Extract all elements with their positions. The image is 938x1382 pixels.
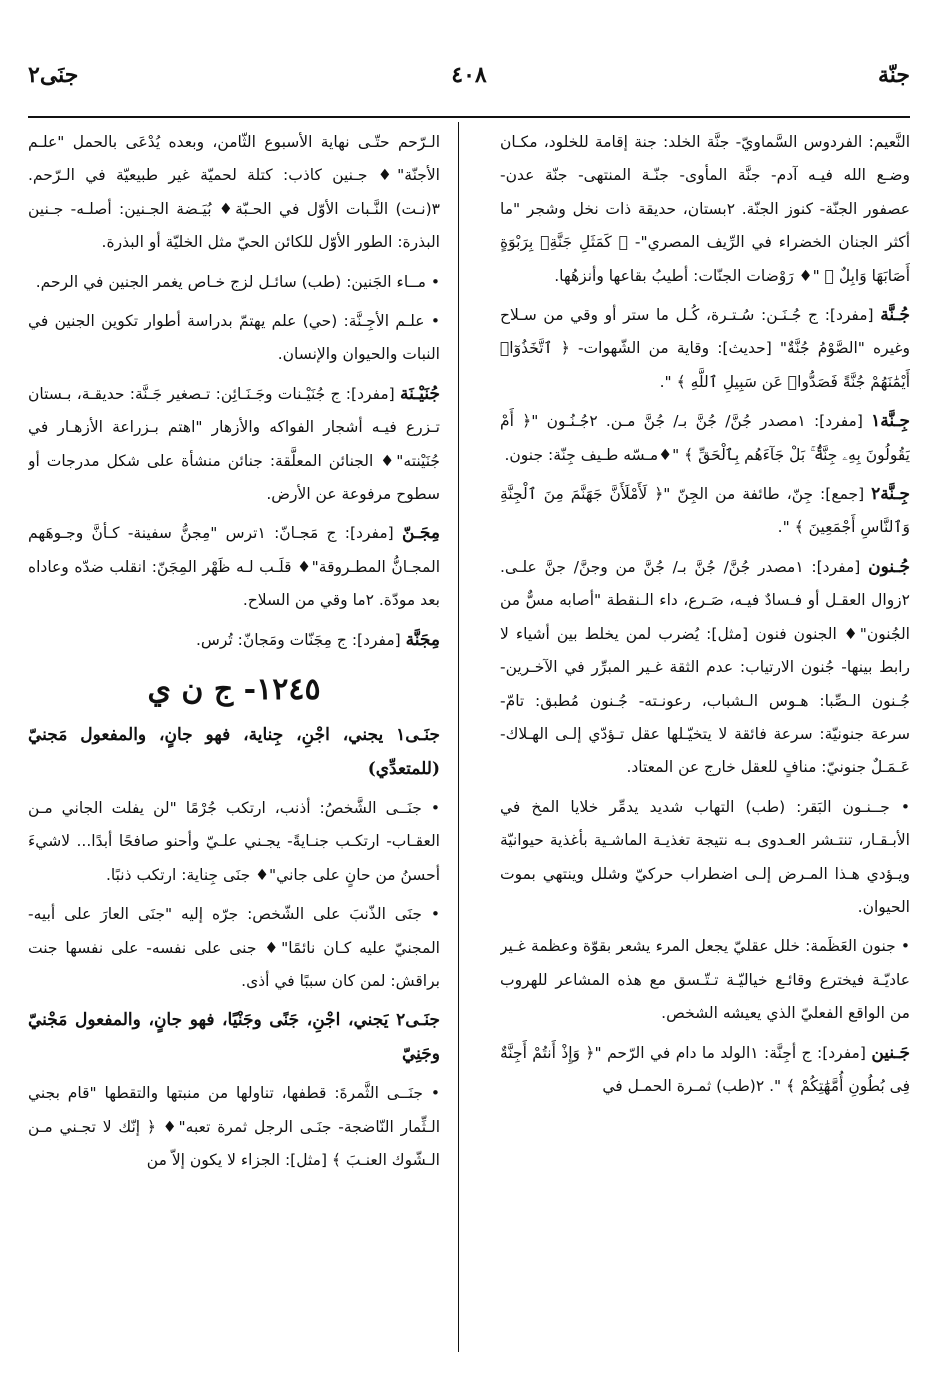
definition: [مفرد]: ج جُنَيْـنات وجَـنَـائِن: تـصغير جَـنَّة: حديقـة، بـستان تـزرع فيـه أشجار الفواكه والأزهار "اهتم بـزراعة الأزهـار في جُنَيْنته"♦ الجنائن المعلَّقة: جنائن منشأة على شكل مدرجات أو سطوح مرفوعة عن الأرض. <box>28 384 440 504</box>
subentry-jana-sin: • جنَى الذّنبَ على الشّخص: جرّه إليه "جنَى العارَ على أبيه- المجنيّ عليه كـان نائمًا"♦ جنى على نفسه- على نفسها جنت براقش: لمن كان سببًا في أذى. <box>28 905 440 990</box>
root-section-heading: ١٢٤٥- ج ن ي <box>147 672 321 708</box>
subentry-mad-cow: • جــنـون البَقر: (طب) التهاب شديد يدمِّر خلايا المخ في الأبـقـار، تنتـشر العـدوى بـه نتيجة تغذيـة الماشـية بأغذية حيوانيّة ويـؤدي هـذا المـرض إلـى اضطراب حركيّ وشلل وينتهي بموت الحيوان. <box>500 797 910 916</box>
running-head-right: جنّة <box>877 62 910 88</box>
entry-janin-continued: الـرّحم حتّـى نهاية الأسبوع الثّامن، وبعده يُدْعَى بالحمل "علـم الأجنّة"♦ جـنين كاذب: كتلة لحميّة غير طبيعيّة في الـرّحم. ٣(نـت) النَّـبات الأوّل في الحـبّة♦ بُيَـضة الجـنين: أصلـه- جـنين البذرة: الطور الأوّل للكائن الحيّ مثل الخليّة أو البذرة. <box>28 133 440 252</box>
entry-mijanna <box>28 624 440 657</box>
entry-mijann <box>28 517 440 617</box>
headword: جِـنَّة٢ <box>871 484 910 505</box>
headword: جَـنين <box>871 1042 910 1063</box>
entry-jinna-2 <box>500 478 910 545</box>
page-header <box>28 62 910 102</box>
entry-junayna <box>28 378 440 512</box>
entry-janin <box>500 1037 910 1104</box>
entry-jinna-1 <box>500 405 910 472</box>
definition: [مفرد]: ج أجِنَّة: ١الولد ما دام في الرّحم "﴿ وَإِذْ أَنتُمْ أَجِنَّةٌ فِى بُطُونِ أُمَّهَٰتِكُمْ ﴾ ". ٢(طب) ثمـرة الحمـل في <box>500 1043 910 1095</box>
entry-junun <box>500 551 910 785</box>
definition: [مفرد]: ١مصدر جُنَّ/ جُنَّ بـ/ جُنَّ من وجنَّ/ جنَّ علـى. ٢زوال العقـل أو فـسادٌ فيـه، صَـرع، داء الـنقطة "أصابه مسٌّ من الجُنون"♦ الجنون فنون [مثل]: يُضرب لمن يخلط بين أشياء لا رابط بينها- جُنون الارتياب: عدم الثقة غـير المبرِّر في الآخـرين- جُـنون الـصِّبا: هـوس الـشباب، رعونـته- جُـنون مُطبق: تامّ- سرعة جنونيّة: سرعة فائقة لا يتخيّـلها عقل تـؤدّي إلـى الهـلاك- عَـمَـلٌ جنونيّ: منافٍ للعقل خارج عن المعتاد. <box>500 557 910 777</box>
entry-janna-paradise: النَّعيم: الفردوس السَّماويّ- جنَّة الخلد: جنة إقامة للخلود، مكـان وضـع الله فيـه آدم- جنَّة المأوى- جنّـة المنتهى- جنّة عدن- عصفور الجنّة- كنوز الجنّة. ٢بستان، حديقة ذات نخل وشجر "ما أكثر الجنان الخضراء في الرِّيف المصري"- ﴿ كَمَثَلِ جَنَّةِۭ بِرَبْوَةٍ أَصَابَهَا وَابِلٌ ﴾ "♦ رَوْضات الجنّات: أطيبُ بقاعها وأنزهُها. <box>500 133 910 285</box>
definition: [مفرد]: ١مصدر جُنَّ/ جُنَّ بـ/ جُنَّ مـن. ٢جُـنُـون "﴿ أَمْ يَقُولُونَ بِهِۦ جِنَّةٌۢ ۚ بَلْ جَآءَهُم بِٱلْحَقِّ ﴾ "♦مـسّه طـيف جِنّة: جنون. <box>500 412 910 464</box>
headword: جُـنون <box>868 556 910 577</box>
subentry-jana-person: • جنَــى الشَّخصُ: أذنب، ارتكب جُرْمًا "لن يفلت الجاني مـن العقـاب- ارتكـب جنـايةً- يجـني علـيّ وأحنو صافحًا أبدًا... لاشيءَ أحسنُ من حانٍ على جاني"♦ جنَى جِناية: ارتكب ذنبًا. <box>28 798 440 884</box>
column-divider <box>458 122 459 1352</box>
verb-heading-2: جنَـى٢ يَجني، اجْنِ، جَنًى وجَنْيًا، فهو جانٍ، والمفعول مَجْنيّ وجَنِيّ <box>28 1010 440 1064</box>
headword: جُـنَّة <box>880 305 910 326</box>
verb-heading-1: جنَـى١ يجني، اجْنِ، جِناية، فهو جانٍ، والمفعول مَجنيّ (للمتعدِّي) <box>28 725 440 779</box>
subentry-amniotic-fluid: • مــاء الجَنين: (طب) سائـل لزج خـاص يغمر الجنين في الرحم. <box>35 272 440 291</box>
header-rule <box>28 116 910 118</box>
headword: مِجَنَّة <box>405 629 440 650</box>
page-number: ٤٠٨ <box>451 62 487 88</box>
subentry-jana-fruit: • جنَــى الثَّمرةَ: قطفها، تناولها من منبتها والتقطها "قام بجني الـثِّمار النّاضجة- جنَـى الرجل ثمرة تعبه"♦ ﴿ إنّك لا تجـني مـن الـشّوك العنـبَ ﴾ [مثل]: الجزاء لا يكون إلاّ من <box>28 1084 440 1169</box>
left-column <box>28 126 440 1352</box>
headword: جِـنَّة١ <box>871 411 910 432</box>
definition: [مفرد]: ج مِجَنّات ومَجانّ: تُرس. <box>195 630 406 649</box>
definition: [جمع]: جِنّ، طائفة من الجِنّ "﴿ لَأَمْلَأَنَّ جَهَنَّمَ مِنَ ٱلْجِنَّةِ وَٱلنَّاسِ أَجْمَعِينَ ﴾ ". <box>500 485 910 537</box>
running-head-left: جنَى٢ <box>28 62 79 88</box>
subentry-megalomania: • جنون العَظَمة: خلل عقليّ يجعل المرء يشعر بقوّة وعظمة غـير عاديّـة فيخترع وقائـع خياليّـة تـتّـسق مع هذه المشاعر للهروب من الواقع الفعليّ الذي يعيشه الشخص. <box>500 937 910 1023</box>
right-column <box>500 126 910 1352</box>
entry-junna <box>500 299 910 399</box>
definition: [مفرد]: ج مَجـانّ: ١ترس "مِجنُّ سفينة- كـأنَّ وجـوهَهم المجـانُّ المطـروقة"♦ قلَـب لـه ظَهْر المِجَنّ: انقلب ضدّه وعاداه بعد مودّة. ٢ما وقي من السلاح. <box>28 524 440 610</box>
headword: جُنَيْـنَة <box>400 383 440 404</box>
headword: مِجَـنّ <box>401 523 440 544</box>
definition: [مفرد]: ج جُـنَـن: سُـتـرة، كُـل ما ستر أو وقي من سـلاح وغيره "الصَّوْمُ جُنَّةٌ" [حديث]: وقاية من الشّهوات- ﴿ ٱتَّخَذُوٓا۟ أَيْمَٰنَهُمْ جُنَّةً فَصَدُّوا۟ عَن سَبِيلِ ٱللَّهِ ﴾ ". <box>500 306 910 391</box>
subentry-embryology: • علـم الأجِـنَّة: (حي) علم يهتمّ بدراسة أطوار تكوين الجنين في النبات والحيوان والإنسان. <box>28 312 440 364</box>
